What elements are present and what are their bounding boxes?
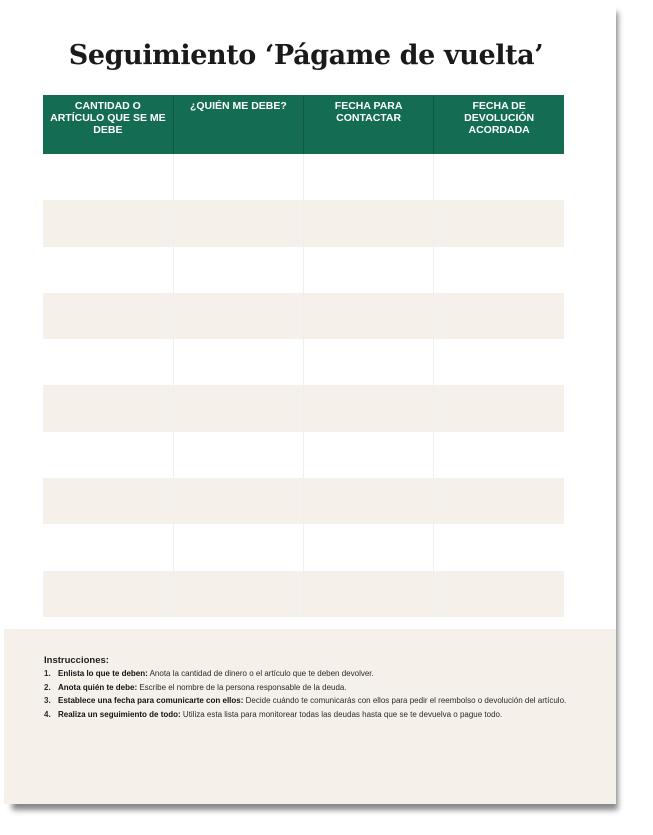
page-title: Seguimiento ‘Págame de vuelta’ [68,40,544,71]
table-row [43,339,564,385]
header-contact-date: FECHA PARA CONTACTAR [304,95,434,154]
table-cell[interactable] [434,385,564,431]
step-text: Decide cuándo te comunicarás con ellos para pedir el reembolso o devolución del artículo. [243,696,567,705]
table-cell[interactable] [434,154,564,200]
table-cell[interactable] [173,524,303,570]
table-row [43,571,564,617]
step-number: 4. [44,709,51,719]
instructions-list [44,669,576,720]
table-cell[interactable] [304,339,434,385]
instruction-step [44,696,576,707]
step-body [58,710,576,721]
document-page [4,2,616,804]
header-amount-item: CANTIDAD O ARTÍCULO QUE SE ME DEBE [43,95,173,154]
instruction-step [44,710,576,721]
table-cell[interactable] [173,247,303,293]
table-cell[interactable] [173,571,303,617]
table-cell[interactable] [173,200,303,246]
step-text: Anota la cantidad de dinero o el artículo que te deben devolver. [147,669,374,678]
table-header-row [43,95,564,154]
step-text: Utiliza esta lista para monitorear todas las deudas hasta que se te devuelva o pague todo. [180,709,503,719]
step-heading: Realiza un seguimiento de todo: [58,709,181,719]
instructions-title: Instrucciones: [44,655,109,666]
table-cell[interactable] [304,293,434,339]
step-body [58,669,576,680]
table-row [43,293,564,339]
table-cell[interactable] [304,571,434,617]
table-cell[interactable] [173,478,303,524]
table-cell[interactable] [43,293,173,339]
table-cell[interactable] [43,571,173,617]
table-cell[interactable] [434,293,564,339]
table-cell[interactable] [304,478,434,524]
table-cell[interactable] [43,154,173,200]
table-cell[interactable] [173,339,303,385]
step-number: 3. [44,696,51,705]
step-body [58,696,576,707]
table-row [43,385,564,431]
table-cell[interactable] [43,385,173,431]
step-text: Escribe el nombre de la persona responsable de la deuda. [137,682,347,692]
table-cell[interactable] [434,339,564,385]
step-heading: Enlista lo que te deben: [58,669,148,678]
instructions-panel [4,629,616,804]
table-row [43,247,564,293]
table-cell[interactable] [43,339,173,385]
step-number: 1. [44,669,51,678]
table-cell[interactable] [304,247,434,293]
step-body [58,683,576,694]
table-cell[interactable] [434,524,564,570]
table-cell[interactable] [173,385,303,431]
table-cell[interactable] [434,200,564,246]
step-number: 2. [44,682,51,692]
table-cell[interactable] [304,385,434,431]
table-row [43,200,564,246]
table-cell[interactable] [173,293,303,339]
table-cell[interactable] [43,247,173,293]
table-row [43,432,564,478]
table-cell[interactable] [434,478,564,524]
instruction-step [44,669,576,680]
table-cell[interactable] [173,432,303,478]
table-cell[interactable] [43,524,173,570]
table-cell[interactable] [43,200,173,246]
table-cell[interactable] [43,432,173,478]
table-row [43,478,564,524]
step-heading: Establece una fecha para comunicarte con ellos: [58,696,244,705]
table-cell[interactable] [434,247,564,293]
table-cell[interactable] [434,571,564,617]
step-heading: Anota quién te debe: [58,682,138,692]
instruction-step [44,683,576,694]
tracker-table [43,95,564,617]
table-row [43,154,564,200]
table-row [43,524,564,570]
header-return-date: FECHA DE DEVOLUCIÓN ACORDADA [434,95,564,154]
table-cell[interactable] [304,154,434,200]
table-cell[interactable] [173,154,303,200]
table-cell[interactable] [434,432,564,478]
table-cell[interactable] [304,524,434,570]
table-cell[interactable] [43,478,173,524]
table-cell[interactable] [304,432,434,478]
table-cell[interactable] [304,200,434,246]
header-who-owes: ¿QUIÉN ME DEBE? [173,95,303,154]
